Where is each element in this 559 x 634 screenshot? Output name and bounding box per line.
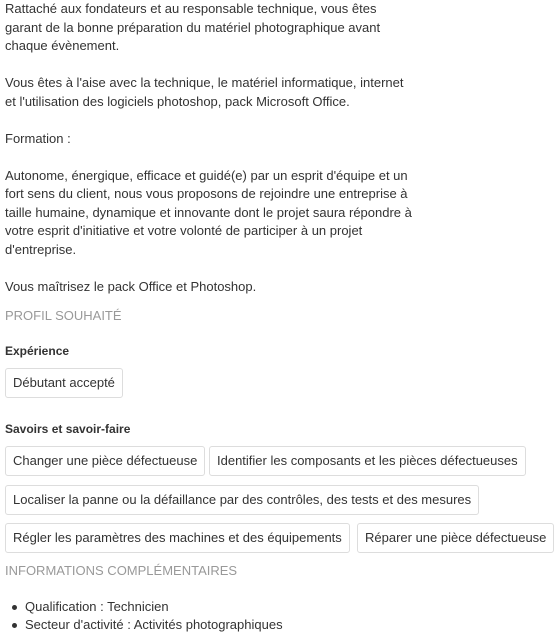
description-paragraph — [5, 130, 425, 149]
bullet-icon — [12, 605, 17, 610]
description-line: et l'utilisation des logiciels photoshop, pack Microsoft Office. — [5, 93, 350, 109]
skill-tag[interactable]: Réparer une pièce défectueuse — [357, 523, 554, 553]
experience-tag[interactable]: Débutant accepté — [5, 368, 123, 398]
description-line: fort sens du client, nous vous proposons de rejoindre une entreprise à — [5, 186, 408, 201]
informations-list — [12, 598, 283, 634]
informations-section-title: INFORMATIONS COMPLÉMENTAIRES — [5, 563, 238, 578]
description-line: Rattaché aux fondateurs et au responsable technique, vous êtes — [5, 1, 377, 16]
description-line: Formation : — [5, 130, 71, 146]
skill-tag[interactable]: Localiser la panne ou la défaillance par des contrôles, des tests et des mesures — [5, 485, 479, 515]
bullet-icon — [12, 623, 17, 628]
description-paragraph — [5, 0, 425, 56]
description-line: Vous maîtrisez le pack Office et Photoshop. — [5, 278, 257, 294]
profil-section-title: PROFIL SOUHAITÉ — [5, 308, 122, 323]
description-line: garant de la bonne préparation du matériel photographique avant — [5, 19, 381, 35]
skills-title: Savoirs et savoir-faire — [5, 422, 131, 436]
info-item-text: Secteur d'activité : Activités photographiques — [25, 617, 283, 632]
description-line: d'entreprise. — [5, 241, 77, 257]
skill-tag[interactable]: Changer une pièce défectueuse — [5, 446, 205, 476]
experience-title: Expérience — [5, 344, 70, 358]
skill-tag[interactable]: Identifier les composants et les pièces défectueuses — [209, 446, 526, 476]
description-line: Autonome, énergique, efficace et guidé(e) par un esprit d'équipe et un — [5, 167, 408, 183]
description-line: taille humaine, dynamique et innovante dont le projet saura répondre à — [5, 204, 412, 220]
description-line: chaque évènement. — [5, 38, 120, 53]
info-item-text: Qualification : Technicien — [25, 599, 169, 614]
list-item — [12, 598, 283, 616]
description-line: Vous êtes à l'aise avec la technique, le matériel informatique, internet — [5, 75, 404, 90]
description-paragraph — [5, 74, 425, 111]
description-paragraph — [5, 167, 425, 260]
description-line: votre esprit d'initiative et votre volonté de participer à un projet — [5, 223, 363, 238]
description-paragraph — [5, 278, 425, 297]
job-description — [5, 0, 425, 296]
list-item — [12, 616, 283, 634]
skill-tag[interactable]: Régler les paramètres des machines et des équipements — [5, 523, 350, 553]
